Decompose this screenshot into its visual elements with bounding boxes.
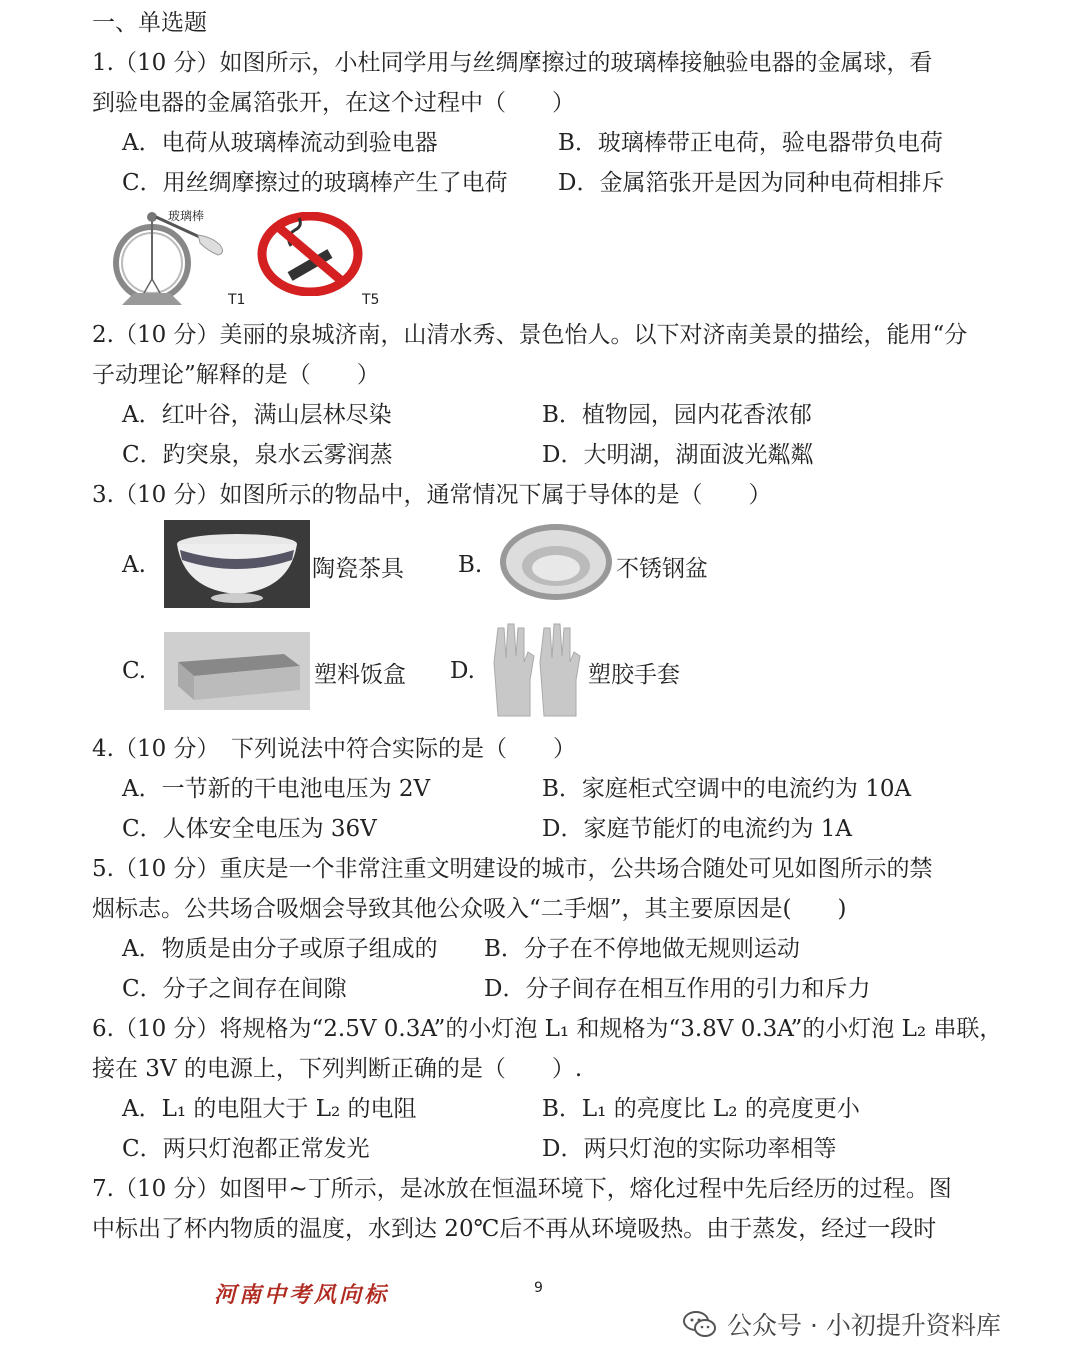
q6-option-b: B．L₁ 的亮度比 L₂ 的亮度更小 [542, 1096, 860, 1122]
q6-option-a: A．L₁ 的电阻大于 L₂ 的电阻 [122, 1096, 417, 1122]
no-smoking-sign [257, 212, 363, 296]
q6-option-d: D．两只灯泡的实际功率相等 [542, 1136, 837, 1162]
plastic-box-image [164, 632, 310, 710]
q6-option-c: C．两只灯泡都正常发光 [122, 1136, 370, 1162]
fig-label-t5: T5 [362, 292, 380, 308]
q6-stem-line2: 接在 3V 的电源上，下列判断正确的是（ ）. [92, 1056, 583, 1082]
q3-caption-d: 塑胶手套 [588, 662, 680, 688]
q7-stem-line1: 7.（10 分）如图甲~丁所示，是冰放在恒温环境下，熔化过程中先后经历的过程。图 [92, 1176, 952, 1202]
q6-stem-line1: 6.（10 分）将规格为“2.5V 0.3A”的小灯泡 L₁ 和规格为“3.8V 0.3A”的小灯泡 L₂ 串联， [92, 1016, 1003, 1042]
fig-label-t1: T1 [228, 292, 246, 308]
q7-stem-line2: 中标出了杯内物质的温度，水到达 20℃后不再从环境吸热。由于蒸发，经过一段时 [92, 1216, 937, 1242]
wechat-icon [683, 1310, 717, 1338]
q1-option-d: D．金属箔张开是因为同种电荷相排斥 [558, 170, 945, 196]
ceramic-bowl-image [164, 520, 310, 608]
q2-option-a: A．红叶谷，满山层林尽染 [122, 402, 392, 428]
q4-option-c: C．人体安全电压为 36V [122, 816, 377, 842]
q3-caption-c: 塑料饭盒 [314, 662, 406, 688]
q5-option-a: A．物质是由分子或原子组成的 [122, 936, 438, 962]
watermark [683, 1306, 1001, 1342]
section-title: 一、单选题 [92, 10, 207, 36]
q5-option-c: C．分子之间存在间隙 [122, 976, 347, 1002]
q3-letter-c: C. [122, 658, 147, 684]
q2-option-c: C．趵突泉，泉水云雾润蒸 [122, 442, 393, 468]
q3-stem: 3.（10 分）如图所示的物品中，通常情况下属于导体的是（ ） [92, 482, 772, 508]
q4-stem: 4.（10 分） 下列说法中符合实际的是（ ） [92, 736, 577, 762]
q1-stem-line1: 1.（10 分）如图所示，小杜同学用与丝绸摩擦过的玻璃棒接触验电器的金属球，看 [92, 50, 933, 76]
footer-brand: 河南中考风向标 [214, 1282, 390, 1308]
q2-option-d: D．大明湖，湖面波光粼粼 [542, 442, 814, 468]
q1-stem-line2: 到验电器的金属箔张开，在这个过程中（ ） [92, 90, 575, 116]
q4-option-b: B．家庭柜式空调中的电流约为 10A [542, 776, 912, 802]
q3-letter-d: D. [450, 658, 475, 684]
rod-label: 玻璃棒 [168, 209, 205, 223]
q3-letter-a: A. [122, 552, 146, 578]
q3-caption-a: 陶瓷茶具 [312, 556, 404, 582]
q5-stem-line1: 5.（10 分）重庆是一个非常注重文明建设的城市，公共场合随处可见如图所示的禁 [92, 856, 933, 882]
q1-option-b: B．玻璃棒带正电荷，验电器带负电荷 [558, 130, 943, 156]
rubber-gloves-image [490, 622, 586, 720]
page-number: 9 [534, 1280, 543, 1296]
q5-option-d: D．分子间存在相互作用的引力和斥力 [484, 976, 871, 1002]
q1-option-c: C．用丝绸摩擦过的玻璃棒产生了电荷 [122, 170, 508, 196]
q5-stem-line2: 烟标志。公共场合吸烟会导致其他公众吸入“二手烟”，其主要原因是( ) [92, 896, 847, 922]
q2-stem-line1: 2.（10 分）美丽的泉城济南，山清水秀、景色怡人。以下对济南美景的描绘，能用“分 [92, 322, 968, 348]
steel-basin-image [498, 522, 614, 604]
q2-option-b: B．植物园，园内花香浓郁 [542, 402, 812, 428]
q2-stem-line2: 子动理论”解释的是（ ） [92, 362, 380, 388]
q3-caption-b: 不锈钢盆 [616, 556, 708, 582]
watermark-text: 公众号 · 小初提升资料库 [727, 1311, 1001, 1340]
q3-letter-b: B. [458, 552, 483, 578]
q4-option-d: D．家庭节能灯的电流约为 1A [542, 816, 852, 842]
q5-option-b: B．分子在不停地做无规则运动 [484, 936, 800, 962]
q4-option-a: A．一节新的干电池电压为 2V [122, 776, 431, 802]
q1-option-a: A．电荷从玻璃棒流动到验电器 [122, 130, 438, 156]
